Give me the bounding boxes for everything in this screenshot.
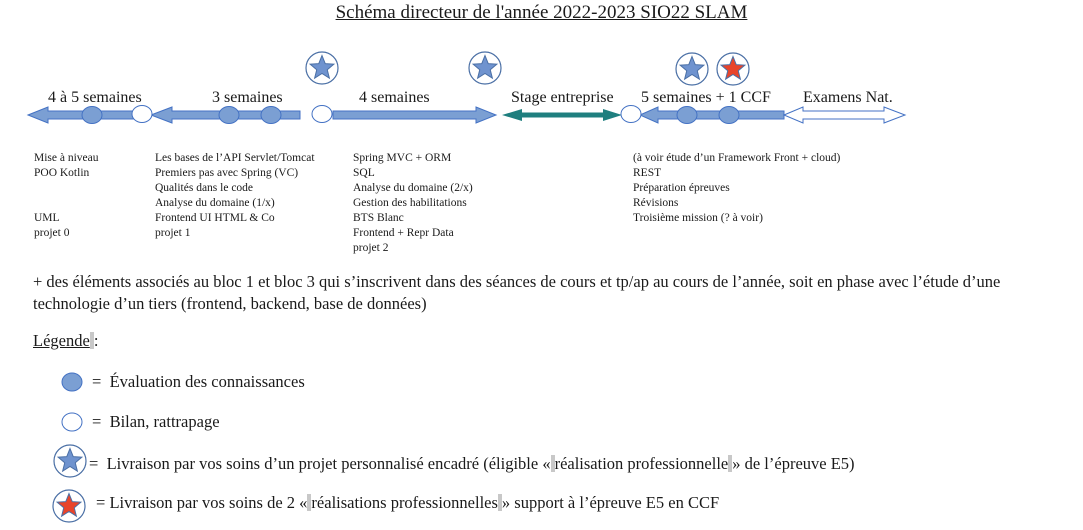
column-line: Préparation épreuves bbox=[633, 182, 730, 194]
evaluation-circle bbox=[677, 107, 697, 124]
intro-paragraph bbox=[33, 271, 1000, 315]
column-line: Frontend + Repr Data bbox=[353, 227, 454, 239]
evaluation-circle bbox=[219, 107, 239, 124]
evaluation-circle bbox=[82, 107, 102, 124]
blue-star-icon bbox=[676, 53, 708, 85]
column-1 bbox=[34, 151, 99, 241]
legend-bilan-icon bbox=[62, 413, 82, 431]
segment-arrow-5 bbox=[640, 107, 784, 123]
segment-arrow-exams bbox=[784, 107, 905, 123]
legend-item-evaluation: = Évaluation des connaissances bbox=[92, 372, 305, 391]
column-3 bbox=[353, 151, 473, 256]
segment-label-stage: Stage entreprise bbox=[511, 89, 614, 106]
column-line: Frontend UI HTML & Co bbox=[155, 212, 275, 224]
legend-red-star-icon bbox=[53, 490, 85, 522]
blue-star-icon bbox=[469, 52, 501, 84]
legend-item-project: = Livraison par vos soins d’un projet personnalisé encadré (éligible « réalisation professionnelle » de l’épreuve E5) bbox=[89, 454, 855, 473]
segment-label-2: 3 semaines bbox=[212, 89, 283, 106]
column-line: Mise à niveau bbox=[34, 152, 99, 164]
column-line: Les bases de l’API Servlet/Tomcat bbox=[155, 152, 315, 164]
segment-label-1: 4 à 5 semaines bbox=[48, 89, 142, 106]
column-line: Troisième mission (? à voir) bbox=[633, 212, 763, 224]
column-line: POO Kotlin bbox=[34, 167, 90, 179]
paragraph-line-1: + des éléments associés au bloc 1 et bloc 3 qui s’inscrivent dans des séances de cours et tp/ap au cours de l’année, soit en phase avec l’étude d’une bbox=[33, 272, 1001, 291]
column-2 bbox=[155, 151, 315, 241]
column-line: Révisions bbox=[633, 197, 679, 209]
column-line: projet 0 bbox=[34, 227, 70, 239]
legend-item-bilan: = Bilan, rattrapage bbox=[92, 412, 220, 431]
segment-arrow-1 bbox=[28, 107, 134, 123]
column-line: (à voir étude d’un Framework Front + cloud) bbox=[633, 152, 841, 164]
bilan-circle bbox=[132, 106, 152, 123]
column-line: Analyse du domaine (2/x) bbox=[353, 182, 473, 194]
legend-evaluation-icon bbox=[62, 373, 82, 391]
column-line: SQL bbox=[353, 167, 375, 179]
column-line: Premiers pas avec Spring (VC) bbox=[155, 167, 299, 179]
evaluation-circle bbox=[261, 107, 281, 124]
column-line: REST bbox=[633, 167, 662, 179]
legend-item-ccf: = Livraison par vos soins de 2 « réalisations professionnelles » support à l’épreuve E5 en CCF bbox=[96, 493, 720, 512]
legend-blue-star-icon bbox=[54, 445, 86, 477]
evaluation-circle bbox=[719, 107, 739, 124]
column-line: projet 2 bbox=[353, 242, 389, 254]
segment-arrow-stage bbox=[502, 109, 622, 121]
blue-star-icon bbox=[306, 52, 338, 84]
column-line: Analyse du domaine (1/x) bbox=[155, 197, 275, 209]
column-line: Spring MVC + ORM bbox=[353, 152, 452, 164]
segment-arrow-3 bbox=[333, 107, 496, 123]
column-line: UML bbox=[34, 212, 60, 224]
segment-label-3: 4 semaines bbox=[359, 89, 430, 106]
page-title: Schéma directeur de l'année 2022-2023 SIO22 SLAM bbox=[335, 2, 748, 23]
column-line: BTS Blanc bbox=[353, 212, 404, 224]
column-4 bbox=[633, 151, 840, 226]
red-star-icon bbox=[717, 53, 749, 85]
column-line: Qualités dans le code bbox=[155, 182, 254, 194]
column-line: projet 1 bbox=[155, 227, 191, 239]
paragraph-line-2: technologie d’un tiers (frontend, backend, base de données) bbox=[33, 294, 427, 313]
legend-heading: Légende : bbox=[33, 331, 99, 350]
segment-label-5: 5 semaines + 1 CCF bbox=[641, 89, 771, 106]
column-line: Gestion des habilitations bbox=[353, 197, 467, 209]
bilan-circle bbox=[621, 106, 641, 123]
bilan-circle bbox=[312, 106, 332, 123]
segment-label-exams: Examens Nat. bbox=[803, 89, 893, 106]
